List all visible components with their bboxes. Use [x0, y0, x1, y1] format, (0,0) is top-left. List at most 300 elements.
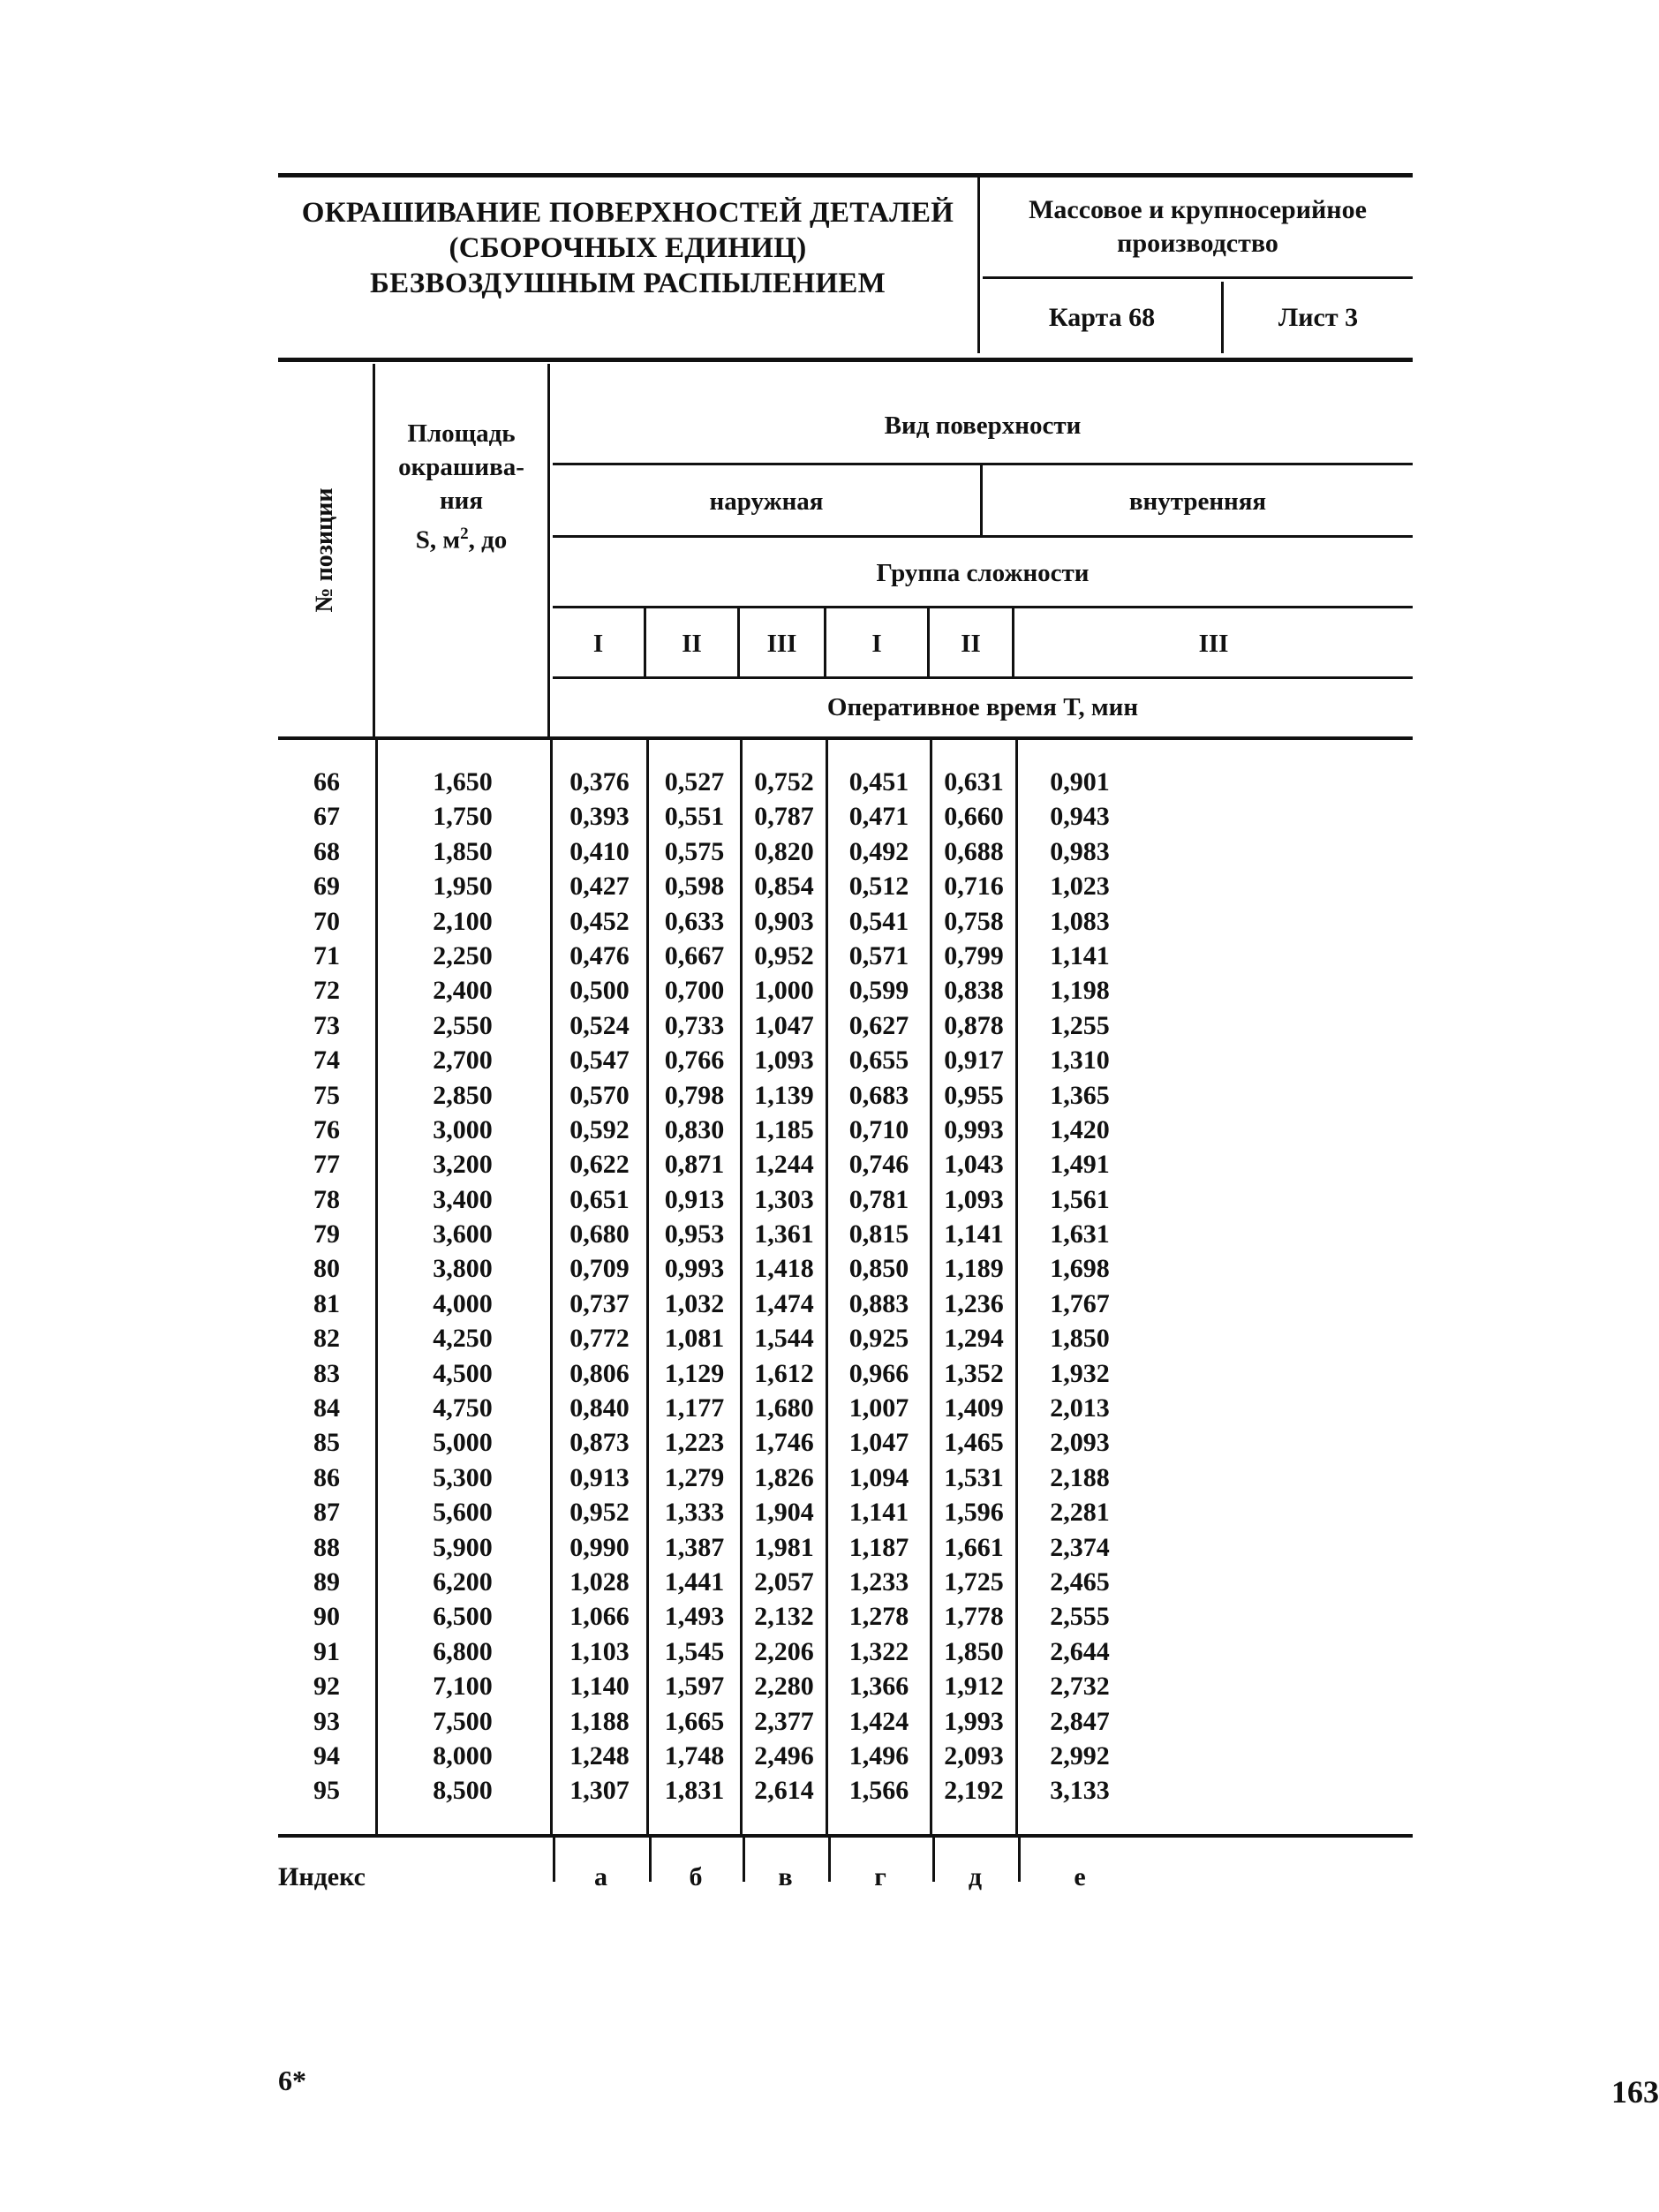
inner-surface-header: внутренняя: [983, 465, 1413, 538]
cell-time-e: 1,631: [1050, 1219, 1110, 1249]
cell-time-b: 0,667: [664, 940, 725, 970]
cell-time-d: 0,878: [944, 1010, 1004, 1040]
cell-area: 4,750: [433, 1393, 493, 1423]
cell-position: 73: [313, 1010, 340, 1040]
cell-position: 72: [313, 976, 340, 1006]
cell-position: 69: [313, 872, 340, 902]
cell-time-b: 1,129: [664, 1358, 725, 1388]
cell-time-v: 2,280: [754, 1672, 814, 1702]
cell-time-v: 1,544: [754, 1324, 814, 1354]
cell-area: 6,500: [433, 1602, 493, 1632]
table-row: [278, 1113, 1413, 1147]
cell-area: 5,600: [433, 1498, 493, 1528]
cell-time-d: 0,758: [944, 906, 1004, 936]
cell-time-e: 1,561: [1050, 1184, 1110, 1214]
cell-time-v: 1,680: [754, 1393, 814, 1423]
cell-area: 1,950: [433, 872, 493, 902]
table-row: [278, 834, 1413, 869]
time-columns-header: [553, 364, 1413, 736]
cell-area: 5,900: [433, 1532, 493, 1562]
cell-area: 2,850: [433, 1080, 493, 1110]
cell-time-d: 1,531: [944, 1462, 1004, 1492]
cell-time-a: 1,188: [569, 1706, 630, 1736]
cell-time-d: 1,352: [944, 1358, 1004, 1388]
cell-area: 2,400: [433, 976, 493, 1006]
cell-time-v: 2,377: [754, 1706, 814, 1736]
cell-position: 90: [313, 1602, 340, 1632]
cell-time-a: 0,592: [569, 1114, 630, 1144]
cell-time-b: 1,177: [664, 1393, 725, 1423]
cell-time-b: 0,633: [664, 906, 725, 936]
cell-area: 5,300: [433, 1462, 493, 1492]
group-numerals-row: [553, 608, 1413, 679]
table-row: [278, 1530, 1413, 1565]
table-column-header: [278, 364, 1413, 740]
cell-position: 94: [313, 1740, 340, 1770]
cell-time-a: 1,140: [569, 1672, 630, 1702]
cell-time-v: 1,303: [754, 1184, 814, 1214]
cell-time-e: 0,901: [1050, 767, 1110, 796]
sheet-number: Лист 3: [1278, 303, 1359, 332]
cell-time-g: 0,710: [848, 1114, 909, 1144]
cell-time-a: 0,410: [569, 836, 630, 866]
cell-time-e: 1,932: [1050, 1358, 1110, 1388]
table-row: [278, 799, 1413, 834]
cell-area: 1,750: [433, 802, 493, 832]
cell-time-a: 1,028: [569, 1567, 630, 1597]
cell-time-d: 0,631: [944, 767, 1004, 796]
cell-time-a: 0,476: [569, 940, 630, 970]
area-header-line-2: окрашива-: [398, 453, 524, 481]
cell-time-b: 1,493: [664, 1602, 725, 1632]
index-value-a: а: [594, 1862, 607, 1891]
cell-time-d: 0,838: [944, 976, 1004, 1006]
cell-time-e: 0,983: [1050, 836, 1110, 866]
cell-time-g: 1,278: [848, 1602, 909, 1632]
cell-time-b: 0,798: [664, 1080, 725, 1110]
cell-time-v: 2,057: [754, 1567, 814, 1597]
cell-time-d: 1,596: [944, 1498, 1004, 1528]
cell-time-a: 0,772: [569, 1324, 630, 1354]
cell-time-e: 1,198: [1050, 976, 1110, 1006]
cell-time-a: 0,737: [569, 1288, 630, 1318]
table-row: [278, 1773, 1413, 1808]
cell-time-d: 2,192: [944, 1776, 1004, 1806]
cell-time-e: 0,943: [1050, 802, 1110, 832]
cell-time-g: 0,815: [848, 1219, 909, 1249]
cell-time-d: 1,141: [944, 1219, 1004, 1249]
table-row: [278, 1739, 1413, 1773]
cell-time-e: 2,013: [1050, 1393, 1110, 1423]
cell-time-b: 0,871: [664, 1150, 725, 1180]
cell-time-b: 0,598: [664, 872, 725, 902]
cell-time-b: 1,032: [664, 1288, 725, 1318]
cell-time-d: 1,294: [944, 1324, 1004, 1354]
index-value-e: е: [1074, 1862, 1086, 1891]
cell-time-v: 0,854: [754, 872, 814, 902]
cell-time-d: 1,189: [944, 1254, 1004, 1284]
cell-time-b: 1,831: [664, 1776, 725, 1806]
card-header: [278, 173, 1413, 362]
position-column-header: [278, 364, 375, 736]
cell-time-d: 0,955: [944, 1080, 1004, 1110]
cell-time-e: 1,310: [1050, 1046, 1110, 1076]
cell-time-a: 1,103: [569, 1636, 630, 1666]
cell-time-a: 0,393: [569, 802, 630, 832]
cell-time-b: 0,953: [664, 1219, 725, 1249]
cell-position: 75: [313, 1080, 340, 1110]
cell-time-a: 0,680: [569, 1219, 630, 1249]
table-row: [278, 1599, 1413, 1634]
cell-time-v: 2,132: [754, 1602, 814, 1632]
cell-time-v: 1,418: [754, 1254, 814, 1284]
cell-area: 4,500: [433, 1358, 493, 1388]
cell-time-b: 0,733: [664, 1010, 725, 1040]
cell-time-d: 0,799: [944, 940, 1004, 970]
table-row: [278, 1147, 1413, 1181]
cell-position: 77: [313, 1150, 340, 1180]
cell-position: 88: [313, 1532, 340, 1562]
cell-time-b: 1,279: [664, 1462, 725, 1492]
cell-area: 6,200: [433, 1567, 493, 1597]
cell-time-g: 0,655: [848, 1046, 909, 1076]
cell-time-d: 0,716: [944, 872, 1004, 902]
cell-position: 66: [313, 767, 340, 796]
table-row: [278, 1669, 1413, 1703]
cell-position: 83: [313, 1358, 340, 1388]
cell-time-d: 1,912: [944, 1672, 1004, 1702]
cell-time-e: 2,555: [1050, 1602, 1110, 1632]
cell-time-d: 1,850: [944, 1636, 1004, 1666]
cell-position: 76: [313, 1114, 340, 1144]
group-header-g: I: [826, 608, 930, 679]
cell-time-v: 1,612: [754, 1358, 814, 1388]
cell-time-g: 0,451: [848, 767, 909, 796]
cell-time-g: 1,366: [848, 1672, 909, 1702]
cell-position: 71: [313, 940, 340, 970]
cell-time-a: 0,622: [569, 1150, 630, 1180]
cell-position: 67: [313, 802, 340, 832]
operative-time-header: Оперативное время T, мин: [826, 693, 1139, 721]
cell-time-e: 1,698: [1050, 1254, 1110, 1284]
cell-time-b: 1,441: [664, 1567, 725, 1597]
area-header-unit: [375, 517, 547, 557]
cell-time-a: 0,547: [569, 1046, 630, 1076]
cell-area: 3,000: [433, 1114, 493, 1144]
cell-time-d: 0,660: [944, 802, 1004, 832]
cell-time-g: 0,599: [848, 976, 909, 1006]
cell-time-e: 2,093: [1050, 1428, 1110, 1458]
cell-time-b: 0,766: [664, 1046, 725, 1076]
cell-area: 2,550: [433, 1010, 493, 1040]
cell-area: 8,000: [433, 1740, 493, 1770]
cell-time-d: 1,093: [944, 1184, 1004, 1214]
cell-time-g: 0,781: [848, 1184, 909, 1214]
cell-time-v: 0,952: [754, 940, 814, 970]
title-line-3: БЕЗВОЗДУШНЫМ РАСПЫЛЕНИЕМ: [369, 268, 886, 299]
table-row: [278, 1495, 1413, 1529]
table-row: [278, 904, 1413, 939]
outer-surface-header: наружная: [553, 465, 983, 538]
cell-position: 68: [313, 836, 340, 866]
cell-time-g: 1,141: [848, 1498, 909, 1528]
table-row: [278, 1461, 1413, 1495]
cell-position: 84: [313, 1393, 340, 1423]
cell-time-b: 1,748: [664, 1740, 725, 1770]
cell-time-v: 1,185: [754, 1114, 814, 1144]
table-row: [278, 1634, 1413, 1669]
cell-position: 91: [313, 1636, 340, 1666]
cell-position: 81: [313, 1288, 340, 1318]
cell-time-a: 0,709: [569, 1254, 630, 1284]
cell-area: 3,400: [433, 1184, 493, 1214]
cell-time-g: 1,496: [848, 1740, 909, 1770]
cell-time-b: 0,575: [664, 836, 725, 866]
cell-area: 1,650: [433, 767, 493, 796]
cell-time-v: 1,981: [754, 1532, 814, 1562]
cell-time-g: 0,683: [848, 1080, 909, 1110]
cell-area: 8,500: [433, 1776, 493, 1806]
document-page: [278, 173, 1659, 2110]
title-line-2: (СБОРОЧНЫХ ЕДИНИЦ): [449, 232, 807, 264]
cell-area: 3,200: [433, 1150, 493, 1180]
signature-mark: 6*: [278, 2065, 306, 2096]
cell-position: 78: [313, 1184, 340, 1214]
cell-time-d: 0,993: [944, 1114, 1004, 1144]
index-value-v: в: [778, 1862, 793, 1891]
cell-time-a: 1,248: [569, 1740, 630, 1770]
index-value-d: д: [968, 1862, 983, 1891]
area-header-line-1: Площадь: [407, 419, 516, 448]
cell-time-b: 0,830: [664, 1114, 725, 1144]
cell-area: 4,000: [433, 1288, 493, 1318]
table-row: [278, 869, 1413, 903]
table-row: [278, 1008, 1413, 1043]
cell-time-b: 1,387: [664, 1532, 725, 1562]
cell-area: 6,800: [433, 1636, 493, 1666]
cell-time-b: 0,700: [664, 976, 725, 1006]
cell-time-a: 0,913: [569, 1462, 630, 1492]
cell-position: 80: [313, 1254, 340, 1284]
cell-time-g: 1,322: [848, 1636, 909, 1666]
cell-time-v: 1,826: [754, 1462, 814, 1492]
cell-time-b: 1,597: [664, 1672, 725, 1702]
group-header-a: I: [553, 608, 646, 679]
cell-time-a: 0,873: [569, 1428, 630, 1458]
cell-position: 86: [313, 1462, 340, 1492]
complexity-group-header: Группа сложности: [553, 538, 1413, 608]
cell-time-a: 0,570: [569, 1080, 630, 1110]
cell-position: 93: [313, 1706, 340, 1736]
table-row: [278, 765, 1413, 799]
index-row: [278, 1838, 1413, 1917]
cell-time-a: 0,840: [569, 1393, 630, 1423]
cell-position: 79: [313, 1219, 340, 1249]
group-header-e: III: [1198, 630, 1229, 658]
position-header-label: № позиции: [311, 487, 338, 613]
cell-area: 7,500: [433, 1706, 493, 1736]
cell-time-a: 0,500: [569, 976, 630, 1006]
cell-position: 87: [313, 1498, 340, 1528]
cell-time-v: 0,752: [754, 767, 814, 796]
cell-time-g: 0,471: [848, 802, 909, 832]
cell-time-e: 2,281: [1050, 1498, 1110, 1528]
cell-time-b: 1,223: [664, 1428, 725, 1458]
cell-time-e: 2,644: [1050, 1636, 1110, 1666]
cell-time-b: 0,913: [664, 1184, 725, 1214]
cell-time-v: 1,904: [754, 1498, 814, 1528]
cell-time-d: 0,917: [944, 1046, 1004, 1076]
table-body: [278, 740, 1413, 1838]
cell-time-g: 1,007: [848, 1393, 909, 1423]
cell-time-e: 1,850: [1050, 1324, 1110, 1354]
cell-time-d: 1,661: [944, 1532, 1004, 1562]
table-row: [278, 1217, 1413, 1251]
cell-time-g: 1,233: [848, 1567, 909, 1597]
table-row: [278, 1321, 1413, 1355]
cell-time-a: 0,376: [569, 767, 630, 796]
cell-area: 3,600: [433, 1219, 493, 1249]
cell-time-d: 1,043: [944, 1150, 1004, 1180]
cell-time-g: 0,512: [848, 872, 909, 902]
group-header-d: II: [930, 608, 1014, 679]
area-column-header: [375, 364, 550, 736]
table-row: [278, 1287, 1413, 1321]
cell-area: 4,250: [433, 1324, 493, 1354]
cell-time-g: 1,566: [848, 1776, 909, 1806]
cell-time-g: 0,541: [848, 906, 909, 936]
area-unit-superscript: 2: [460, 525, 469, 543]
cell-time-v: 1,047: [754, 1010, 814, 1040]
cell-time-e: 2,847: [1050, 1706, 1110, 1736]
group-header-b: II: [646, 608, 740, 679]
table-row: [278, 939, 1413, 973]
document-title: [278, 177, 980, 353]
table-row: [278, 1425, 1413, 1460]
cell-time-d: 1,725: [944, 1567, 1004, 1597]
cell-time-b: 0,551: [664, 802, 725, 832]
cell-time-v: 2,496: [754, 1740, 814, 1770]
index-value-g: г: [874, 1862, 886, 1891]
cell-time-e: 1,023: [1050, 872, 1110, 902]
table-row: [278, 973, 1413, 1008]
cell-time-a: 0,524: [569, 1010, 630, 1040]
cell-time-d: 1,778: [944, 1602, 1004, 1632]
surface-type-header: Вид поверхности: [553, 364, 1413, 465]
cell-time-e: 1,255: [1050, 1010, 1110, 1040]
cell-time-v: 0,903: [754, 906, 814, 936]
cell-time-d: 1,409: [944, 1393, 1004, 1423]
page-number: 163: [1611, 2074, 1659, 2110]
table-row: [278, 1391, 1413, 1425]
table-row: [278, 1251, 1413, 1286]
cell-time-v: 1,139: [754, 1080, 814, 1110]
cell-time-g: 0,850: [848, 1254, 909, 1284]
cell-time-e: 1,767: [1050, 1288, 1110, 1318]
cell-time-g: 0,966: [848, 1358, 909, 1388]
area-unit-suffix: , до: [468, 525, 508, 555]
cell-time-a: 1,066: [569, 1602, 630, 1632]
cell-time-g: 1,094: [848, 1462, 909, 1492]
cell-time-g: 1,047: [848, 1428, 909, 1458]
cell-time-d: 2,093: [944, 1740, 1004, 1770]
cell-time-b: 1,081: [664, 1324, 725, 1354]
cell-time-e: 3,133: [1050, 1776, 1110, 1806]
cell-time-a: 0,990: [569, 1532, 630, 1562]
cell-time-e: 2,374: [1050, 1532, 1110, 1562]
cell-time-b: 0,527: [664, 767, 725, 796]
cell-time-b: 1,333: [664, 1498, 725, 1528]
cell-time-g: 1,424: [848, 1706, 909, 1736]
area-unit-prefix: S, м: [415, 525, 461, 555]
cell-time-g: 0,627: [848, 1010, 909, 1040]
cell-time-b: 1,545: [664, 1636, 725, 1666]
cell-time-e: 2,732: [1050, 1672, 1110, 1702]
group-header-v: III: [740, 608, 826, 679]
cell-area: 7,100: [433, 1672, 493, 1702]
cell-position: 89: [313, 1567, 340, 1597]
index-label: Индекс: [278, 1862, 366, 1891]
cell-position: 85: [313, 1428, 340, 1458]
production-type: [983, 177, 1413, 279]
cell-area: 3,800: [433, 1254, 493, 1284]
cell-time-a: 1,307: [569, 1776, 630, 1806]
cell-position: 92: [313, 1672, 340, 1702]
cell-position: 82: [313, 1324, 340, 1354]
cell-time-e: 1,365: [1050, 1080, 1110, 1110]
cell-time-a: 0,952: [569, 1498, 630, 1528]
cell-area: 2,700: [433, 1046, 493, 1076]
table-row: [278, 1356, 1413, 1391]
cell-area: 2,100: [433, 906, 493, 936]
cell-time-d: 1,236: [944, 1288, 1004, 1318]
table-row: [278, 1565, 1413, 1599]
cell-time-v: 0,820: [754, 836, 814, 866]
cell-time-v: 0,787: [754, 802, 814, 832]
cell-time-e: 1,141: [1050, 940, 1110, 970]
cell-time-v: 1,000: [754, 976, 814, 1006]
cell-time-v: 2,206: [754, 1636, 814, 1666]
cell-time-b: 1,665: [664, 1706, 725, 1736]
cell-area: 1,850: [433, 836, 493, 866]
cell-time-g: 0,883: [848, 1288, 909, 1318]
production-line-1: Массовое и крупносерийное: [1029, 195, 1367, 224]
cell-time-g: 1,187: [848, 1532, 909, 1562]
cell-time-b: 0,993: [664, 1254, 725, 1284]
cell-time-v: 2,614: [754, 1776, 814, 1806]
data-rows: [278, 765, 1413, 1808]
cell-time-e: 1,420: [1050, 1114, 1110, 1144]
cell-time-d: 1,993: [944, 1706, 1004, 1736]
cell-time-v: 1,746: [754, 1428, 814, 1458]
cell-time-g: 0,571: [848, 940, 909, 970]
cell-time-g: 0,925: [848, 1324, 909, 1354]
cell-time-e: 1,083: [1050, 906, 1110, 936]
cell-time-e: 2,188: [1050, 1462, 1110, 1492]
title-line-1: ОКРАШИВАНИЕ ПОВЕРХНОСТЕЙ ДЕТАЛЕЙ: [301, 197, 954, 229]
table-row: [278, 1078, 1413, 1113]
cell-time-e: 1,491: [1050, 1150, 1110, 1180]
cell-time-a: 0,651: [569, 1184, 630, 1214]
table-row: [278, 1182, 1413, 1217]
index-value-b: б: [689, 1862, 703, 1891]
cell-time-e: 2,992: [1050, 1740, 1110, 1770]
card-number: Карта 68: [983, 282, 1224, 353]
cell-time-d: 0,688: [944, 836, 1004, 866]
production-line-2: производство: [1117, 229, 1278, 258]
cell-position: 74: [313, 1046, 340, 1076]
cell-time-e: 2,465: [1050, 1567, 1110, 1597]
